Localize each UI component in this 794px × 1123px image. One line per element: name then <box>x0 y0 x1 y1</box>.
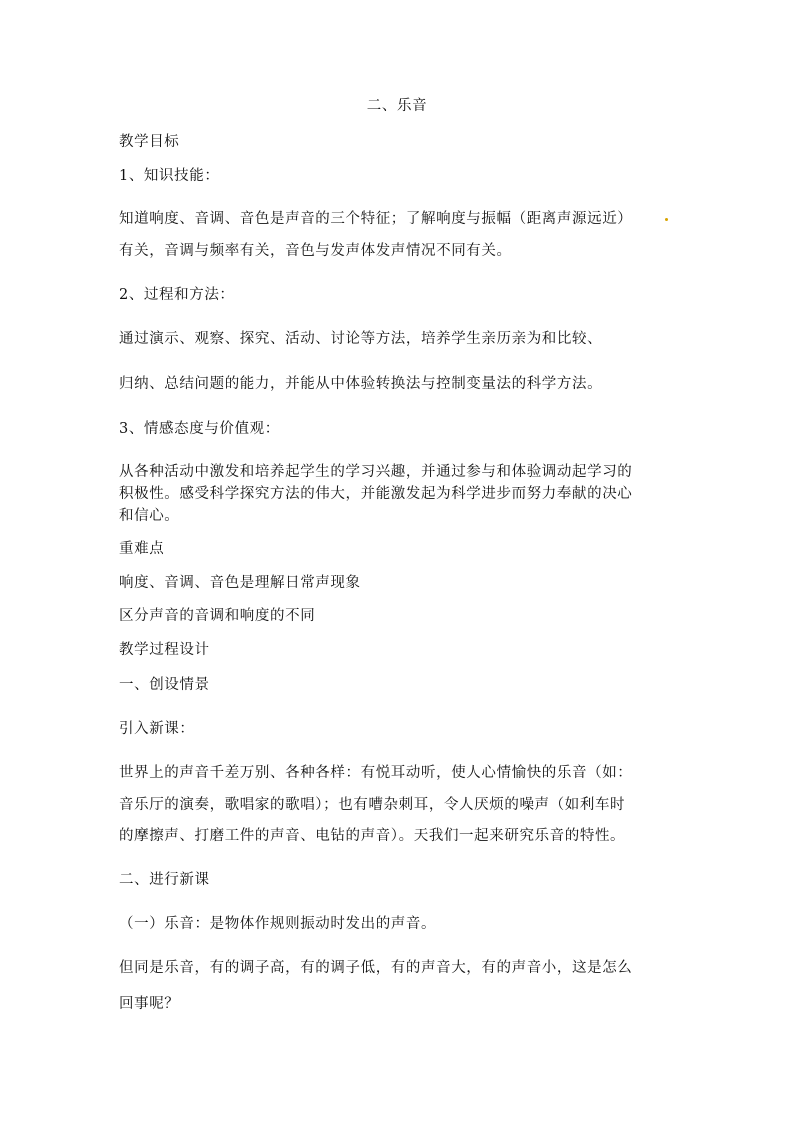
emotion-line-1: 从各种活动中激发和培养起学生的学习兴趣，并通过参与和体验调动起学习的 <box>119 464 633 480</box>
key-heading: 重难点 <box>119 541 165 557</box>
intro-heading: 引入新课： <box>119 721 195 737</box>
knowledge-line-2: 有关，音调与频率有关，音色与发声体发声情况不同有关。 <box>119 243 512 259</box>
knowledge-heading: 1、知识技能： <box>119 168 220 184</box>
intro-line-2: 音乐厅的演奏，歌唱家的歌唱）；也有嘈杂刺耳，令人厌烦的噪声（如利车时 <box>119 797 626 813</box>
scene-heading: 一、创设情景 <box>119 677 210 693</box>
key-line-2: 区分声音的音调和响度的不同 <box>119 608 316 624</box>
key-line-1: 响度、音调、音色是理解日常声现象 <box>119 575 361 591</box>
emotion-line-2: 积极性。感受科学探究方法的伟大，并能激发起为科学进步而努力奉献的决心 <box>119 486 633 502</box>
design-heading: 教学过程设计 <box>119 642 210 658</box>
question-line-1: 但同是乐音，有的调子高，有的调子低，有的声音大，有的声音小，这是怎么 <box>119 960 633 976</box>
intro-line-3: 的摩擦声、打磨工件的声音、电钻的声音）。天我们一起来研究乐音的特性。 <box>119 828 626 844</box>
document-title: 二、乐音 <box>366 98 428 114</box>
objectives-heading: 教学目标 <box>119 134 180 150</box>
question-line-2: 回事呢？ <box>119 996 180 1012</box>
knowledge-line-1: 知道响度、音调、音色是声音的三个特征；了解响度与振幅（距离声源远近） <box>119 211 633 227</box>
process-line-2: 归纳、总结问题的能力，并能从中体验转换法与控制变量法的科学方法。 <box>119 376 603 392</box>
emotion-line-3: 和信心。 <box>119 508 180 524</box>
music-definition: （一）乐音：是物体作规则振动时发出的声音。 <box>119 916 437 932</box>
emotion-heading: 3、情感态度与价值观： <box>119 421 280 437</box>
stray-mark <box>665 218 668 221</box>
new-lesson-heading: 二、进行新课 <box>119 872 210 888</box>
intro-line-1: 世界上的声音千差万别、各种各样：有悦耳动听，使人心情愉快的乐音（如： <box>119 765 633 781</box>
process-heading: 2、过程和方法： <box>119 287 235 303</box>
process-line-1: 通过演示、观察、探究、活动、讨论等方法，培养学生亲历亲为和比较、 <box>119 331 603 347</box>
